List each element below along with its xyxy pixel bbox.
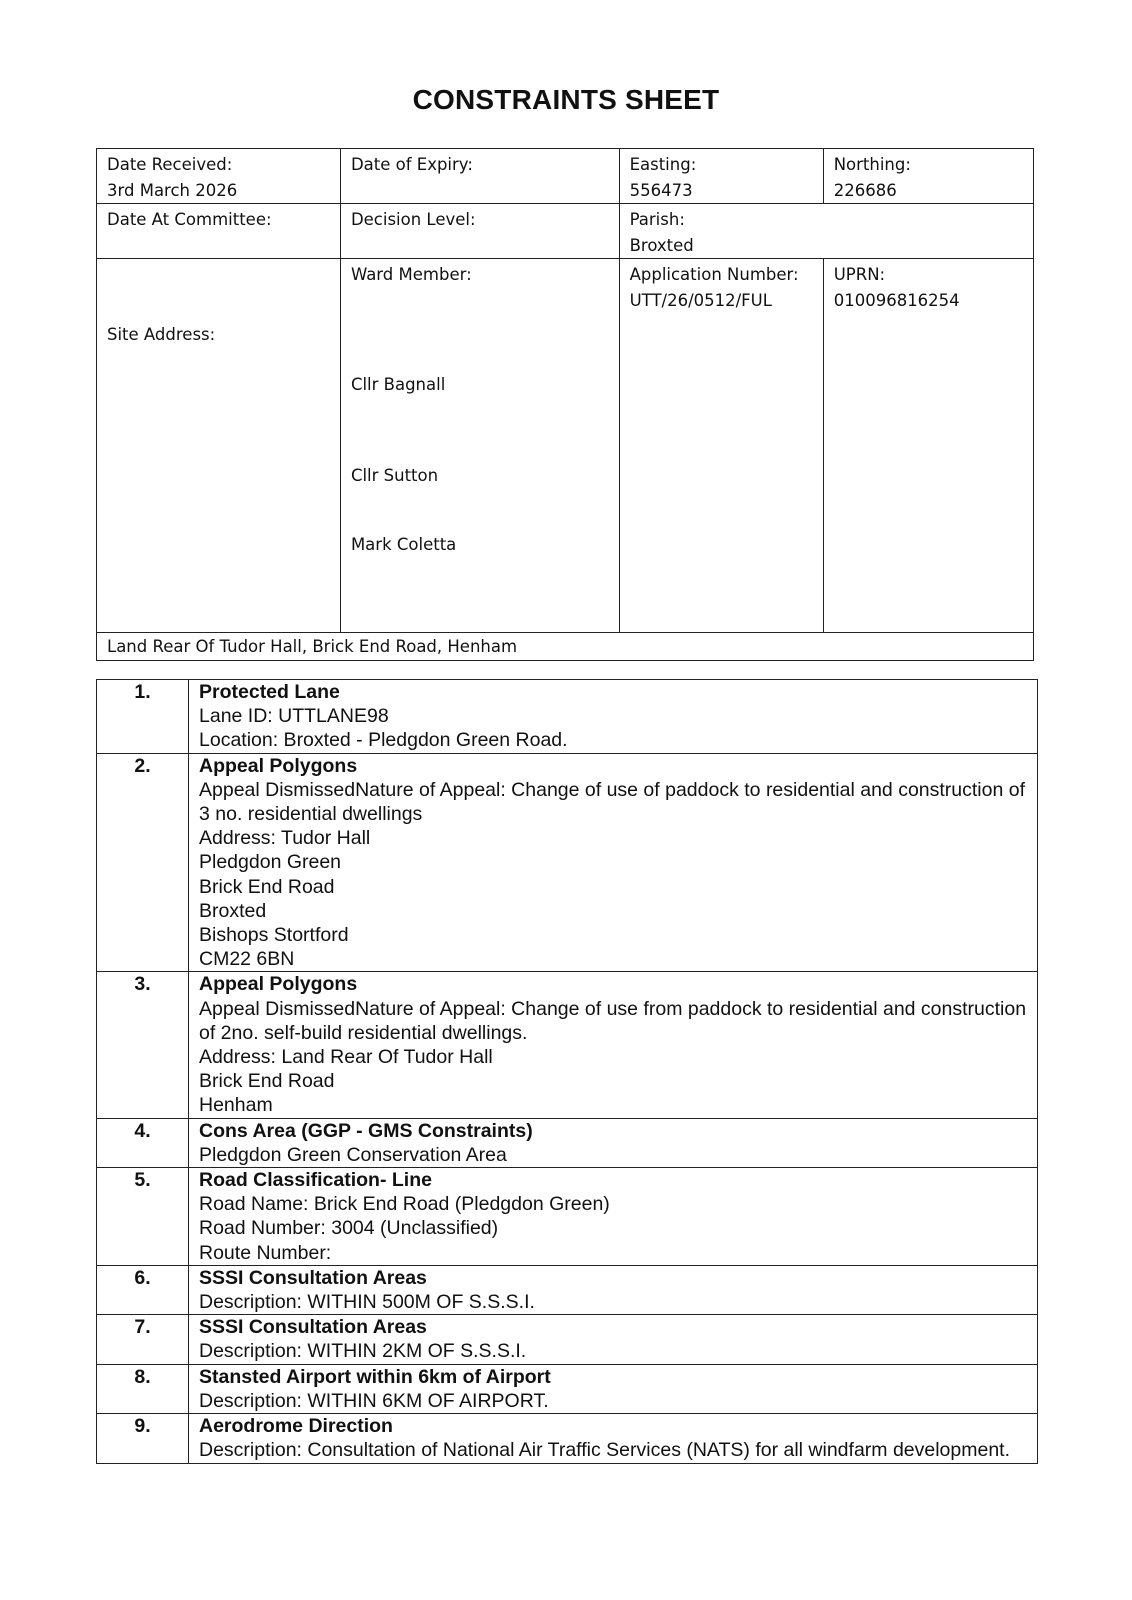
uprn-label: UPRN: [833,265,886,284]
easting-label: Easting: [629,155,697,174]
constraints-table [96,679,1038,1464]
constraint-details [189,1118,1038,1167]
constraint-detail-line: Lane ID: UTTLANE98 [199,705,389,728]
constraint-title: Road Classification- Line [199,1169,432,1192]
uprn-value: 010096816254 [833,290,960,310]
constraint-detail-line: Description: WITHIN 500M OF S.S.S.I. [199,1291,535,1314]
northing-label: Northing: [833,155,911,174]
constraint-row [97,1414,1038,1463]
date-of-expiry-label: Date of Expiry: [350,155,473,174]
decision-level-label: Decision Level: [350,210,476,229]
constraint-row [97,972,1038,1118]
parish-label: Parish: [629,210,685,229]
constraint-detail-line: Broxted [199,899,267,922]
constraint-details [189,753,1038,972]
constraint-details [189,1414,1038,1463]
northing-value: 226686 [833,180,897,200]
application-number-label: Application Number: [629,265,799,284]
constraint-detail-line: Description: WITHIN 2KM OF S.S.S.I. [199,1340,527,1363]
constraint-number: 8. [97,1364,189,1413]
constraint-row [97,680,1038,754]
ward-member-name: Mark Coletta [350,534,457,554]
site-address-value-cell [97,633,1034,661]
constraint-details [189,1265,1038,1314]
constraint-details [189,1168,1038,1266]
constraint-row [97,1364,1038,1413]
constraint-number: 2. [97,753,189,972]
constraint-detail-line: Brick End Road [199,1070,335,1093]
constraint-detail-line: Bishops Stortford [199,924,349,947]
constraint-detail-line: Appeal DismissedNature of Appeal: Change of use from paddock to residential and construction of 2no. self-build residential dwellings. [199,997,1032,1044]
constraint-detail-line: Appeal DismissedNature of Appeal: Change of use of paddock to residential and construction of 3 no. residential dwellings [199,778,1031,826]
parish-value: Broxted [629,235,694,255]
ward-member-name: Cllr Sutton [350,466,439,485]
constraint-detail-line: Description: WITHIN 6KM OF AIRPORT. [199,1389,549,1412]
site-address-label-cell [97,259,341,633]
constraint-title: Appeal Polygons [199,973,358,996]
constraint-row [97,1265,1038,1314]
constraint-number: 4. [97,1118,189,1167]
constraint-detail-line: CM22 6BN [199,948,295,971]
ward-member-name: Cllr Bagnall [350,374,446,394]
application-info-table [96,148,1034,661]
constraint-details [189,680,1038,754]
constraint-title: SSSI Consultation Areas [199,1316,427,1339]
constraint-number: 5. [97,1168,189,1266]
date-at-committee-label: Date At Committee: [107,210,272,229]
constraint-title: Aerodrome Direction [199,1415,393,1438]
constraint-detail-line: Road Number: 3004 (Unclassified) [199,1217,499,1240]
date-of-expiry-cell [340,149,619,204]
constraint-number: 6. [97,1265,189,1314]
date-at-committee-cell [97,204,341,259]
site-address-value: Land Rear Of Tudor Hall, Brick End Road, Henham [107,637,518,656]
constraint-row [97,753,1038,972]
date-received-label: Date Received: [107,155,233,174]
constraint-detail-line: Pledgdon Green [199,851,342,874]
constraint-title: Cons Area (GGP - GMS Constraints) [199,1119,533,1142]
constraint-row [97,1168,1038,1266]
constraint-detail-line: Address: Tudor Hall [199,827,371,850]
constraint-number: 1. [97,680,189,754]
date-received-cell [97,149,341,204]
ward-member-cell [340,259,619,633]
constraint-details [189,972,1038,1118]
constraint-title: Stansted Airport within 6km of Airport [199,1365,551,1388]
constraint-detail-line: Location: Broxted - Pledgdon Green Road. [199,729,568,752]
constraint-title: Protected Lane [199,681,340,703]
constraint-row [97,1315,1038,1364]
northing-cell [823,149,1033,204]
application-number-value: UTT/26/0512/FUL [629,290,772,310]
constraint-number: 9. [97,1414,189,1463]
easting-cell [619,149,823,204]
constraint-number: 7. [97,1315,189,1364]
constraint-detail-line: Route Number: [199,1241,332,1264]
ward-member-label: Ward Member: [350,265,472,284]
constraint-row [97,1118,1038,1167]
constraint-details [189,1364,1038,1413]
date-received-value: 3rd March 2026 [107,180,238,200]
page-title: CONSTRAINTS SHEET [412,84,720,115]
constraint-detail-line: Description: Consultation of National Air Traffic Services (NATS) for all windfarm development. [199,1439,1011,1462]
constraint-number: 3. [97,972,189,1118]
constraint-title: SSSI Consultation Areas [199,1266,427,1289]
constraint-title: Appeal Polygons [199,754,358,777]
constraint-detail-line: Road Name: Brick End Road (Pledgdon Green) [199,1193,610,1216]
site-address-label: Site Address: [107,325,216,344]
parish-cell [619,204,1033,259]
constraint-detail-line: Pledgdon Green Conservation Area [199,1143,507,1166]
constraint-detail-line: Henham [199,1094,273,1117]
decision-level-cell [340,204,619,259]
constraint-detail-line: Brick End Road [199,875,335,898]
easting-value: 556473 [629,180,693,200]
constraint-details [189,1315,1038,1364]
constraint-detail-line: Address: Land Rear Of Tudor Hall [199,1046,493,1069]
uprn-cell [823,259,1033,633]
application-number-cell [619,259,823,633]
